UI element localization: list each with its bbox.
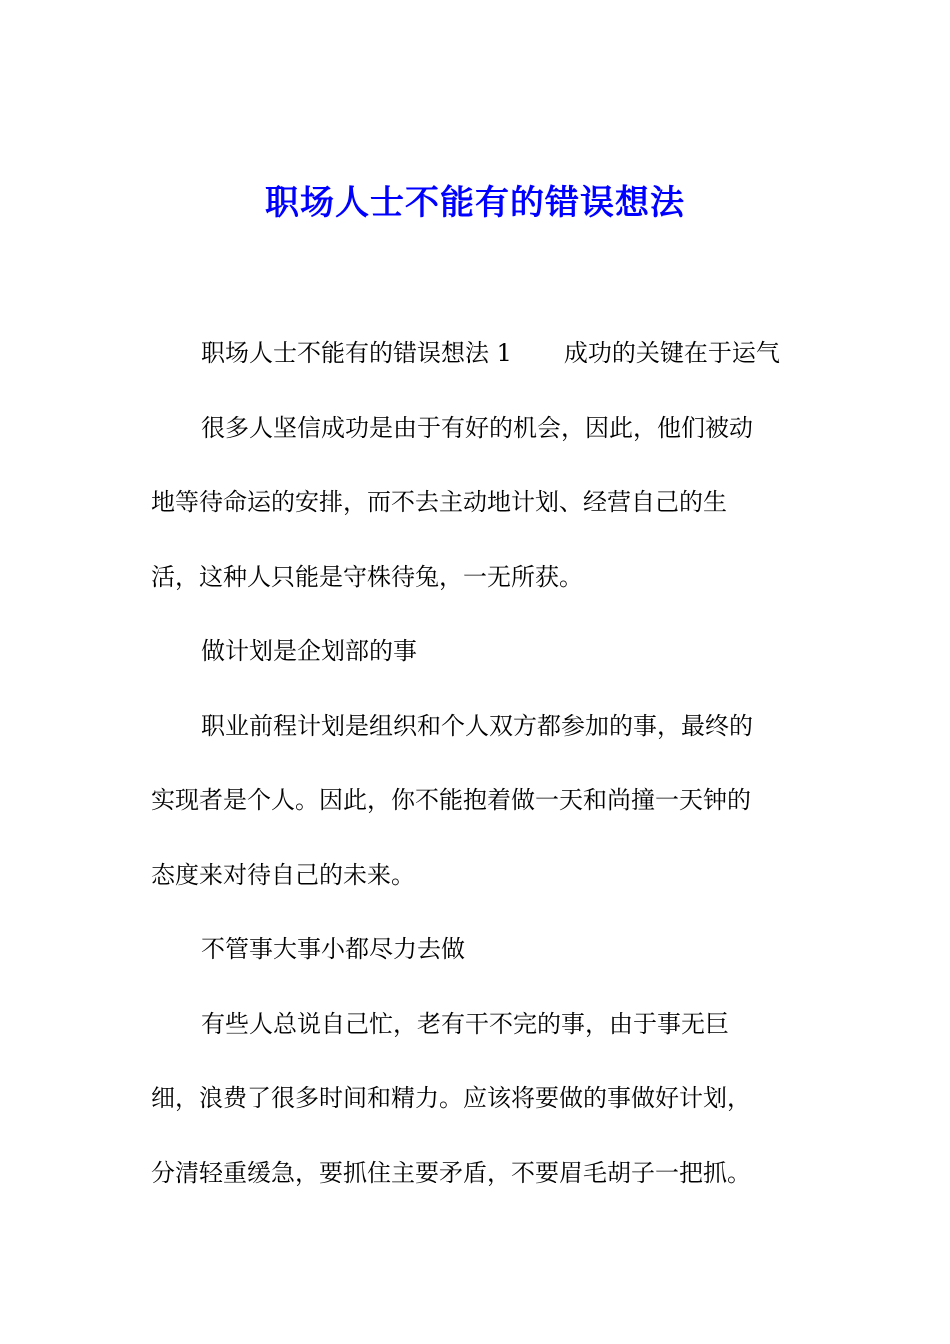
document-title: 职场人士不能有的错误想法 bbox=[265, 183, 685, 223]
document-body bbox=[151, 328, 811, 1222]
paragraph-line-11: 细，浪费了很多时间和精力。应该将要做的事做好计划， bbox=[151, 1084, 751, 1112]
paragraph-line-10: 有些人总说自己忙，老有干不完的事，由于事无巨 bbox=[201, 1009, 729, 1038]
paragraph-line-2: 很多人坚信成功是由于有好的机会，因此，他们被动 bbox=[201, 413, 753, 442]
paragraph-line-8: 态度来对待自己的未来。 bbox=[151, 860, 415, 889]
paragraph-line-6: 职业前程计划是组织和个人双方都参加的事，最终的 bbox=[201, 711, 753, 740]
section-heading-2: 做计划是企划部的事 bbox=[201, 637, 417, 665]
paragraph-line-1 bbox=[151, 328, 811, 403]
paragraph-line-3: 地等待命运的安排，而不去主动地计划、经营自己的生 bbox=[151, 488, 727, 516]
paragraph-line-12: 分清轻重缓急，要抓住主要矛盾，不要眉毛胡子一把抓。 bbox=[151, 1158, 751, 1187]
paragraph-line-7: 实现者是个人。因此，你不能抱着做一天和尚撞一天钟的 bbox=[151, 786, 751, 814]
section-heading-3: 不管事大事小都尽力去做 bbox=[201, 935, 465, 963]
paragraph-line-4: 活，这种人只能是守株待兔，一无所获。 bbox=[151, 562, 583, 591]
section-subheading-text: 成功的关键在于运气 bbox=[563, 339, 780, 367]
section-heading-text: 职场人士不能有的错误想法 1 bbox=[201, 339, 512, 367]
